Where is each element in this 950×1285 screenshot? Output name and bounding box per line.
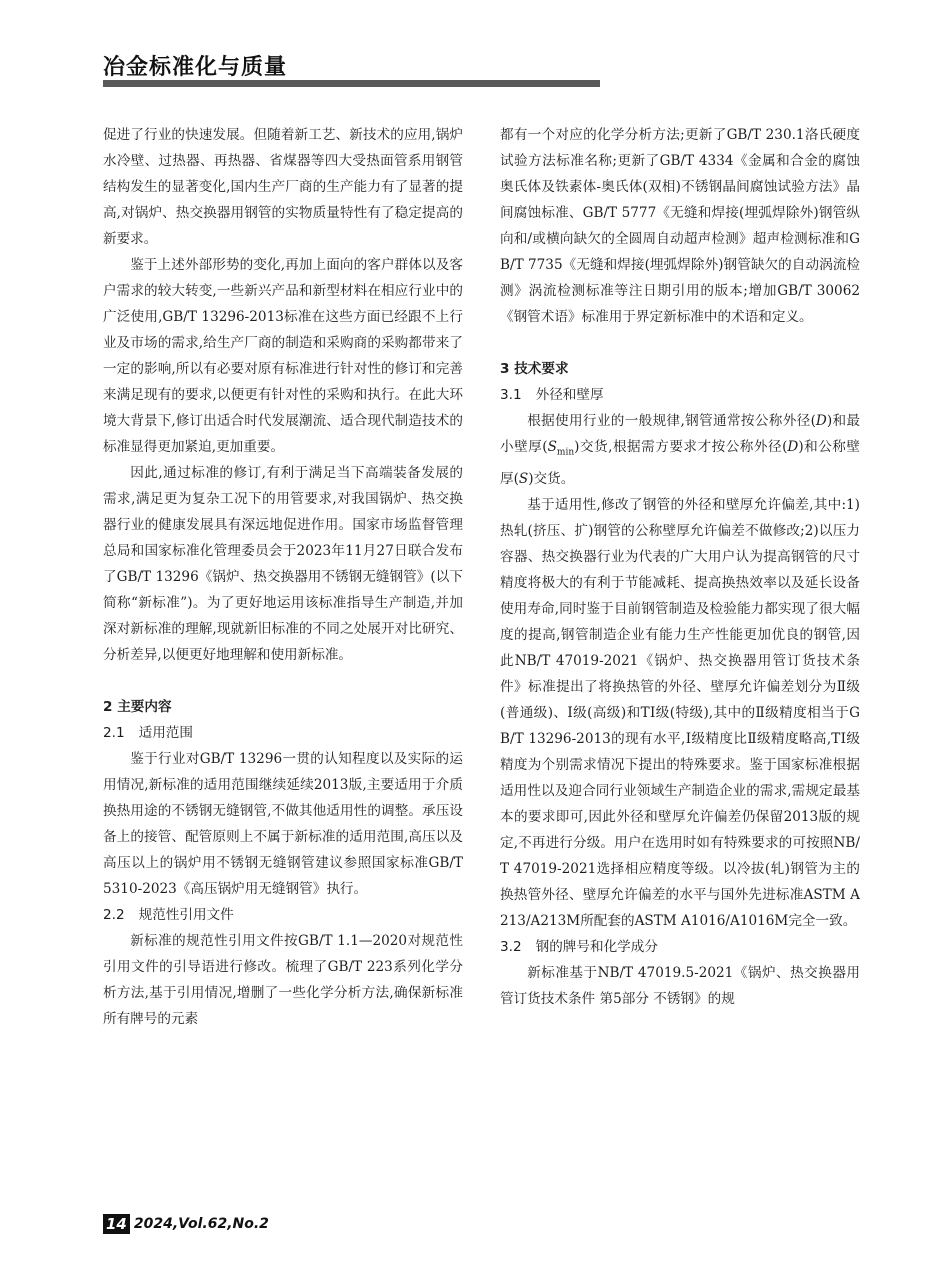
subscript-min: min (556, 447, 575, 458)
var-S-2: S (518, 470, 529, 487)
header-rule (103, 80, 600, 87)
p2-text-e: )交货。 (528, 470, 575, 487)
right-paragraph-1: 都有一个对应的化学分析方法;更新了GB/T 230.1洛氏硬度试验方法标准名称;更新了GB/T 4334《金属和合金的腐蚀 奥氏体及铁素体-奥氏体(双相)不锈钢晶间腐蚀试验方法》晶间腐蚀标准、GB/T 5777《无缝和焊接(埋弧焊除外)钢管纵向和/或横向缺欠的全圆周自动超声检测》超声检测标准和GB/T 7735《无缝和焊接(埋弧焊除外)钢管缺欠的自动涡流检测》涡流检测标准等注日期引用的版本;增加GB/T 30062《钢管术语》标准用于界定新标准中的术语和定义。 (500, 127, 860, 325)
p2-text-b: )和最小壁厚( (500, 413, 860, 455)
page-number: 14 (103, 1214, 130, 1234)
section-3-heading: 3 技术要求 (500, 361, 569, 377)
var-S-min: S (547, 439, 557, 455)
subsection-2-2-title: 规范性引用文件 (138, 907, 234, 923)
left-paragraph-2: 鉴于上述外部形势的变化,再加上面向的客户群体以及客户需求的较大转变,一些新兴产品和新型材料在相应行业中的广泛使用,GB/T 13296-2013标准在这些方面已经跟不上行业及市场的需求,给生产厂商的制造和采购商的采购都带来了一定的影响,所以有必要对原有标准进行针对性的修订和完善来满足现有的要求,以便更有针对性的采购和执行。在此大环境大背景下,修订出适合时代发展潮流、适合现代制造技术的标准显得更加紧迫,更加重要。 (103, 257, 463, 455)
journal-title: 冶金标准化与质量 (103, 55, 288, 80)
subsection-2-2-number: 2.2 (103, 907, 125, 923)
p2-text-c: )交货,根据需方要求才按公称外径( (574, 439, 788, 455)
issue-info: 2024,Vol.62,No.2 (133, 1216, 269, 1232)
left-column (103, 122, 463, 1032)
right-paragraph-4: 新标准基于NB/T 47019.5-2021《锅炉、热交换器用管订货技术条件 第5部分 不锈钢》的规 (500, 964, 860, 1007)
subsection-2-2-heading (103, 902, 463, 928)
page-footer (103, 1214, 269, 1234)
p2-text-a: 根据使用行业的一般规律,钢管通常按公称外径( (527, 413, 816, 429)
subsection-3-2-heading (500, 934, 860, 960)
left-paragraph-4: 鉴于行业对GB/T 13296一贯的认知程度以及实际的运用情况,新标准的适用范围继续延续2013版,主要适用于介质换热用途的不锈钢无缝钢管,不做其他适用性的调整。承压设备上的接管、配管原则上不属于新标准的适用范围,高压以及高压以上的锅炉用不锈钢无缝钢管建议参照国家标准GB/T 5310-2023《高压锅炉用无缝钢管》执行。 (103, 751, 463, 897)
subsection-2-1-heading (103, 720, 463, 746)
p2-text-d: )和公称壁厚( (500, 439, 860, 487)
subsection-3-1-heading (500, 382, 860, 408)
left-paragraph-5: 新标准的规范性引用文件按GB/T 1.1—2020对规范性引用文件的引导语进行修改。梳理了GB/T 223系列化学分析方法,基于引用情况,增删了一些化学分析方法,确保新标准所有牌号的元素 (103, 933, 463, 1027)
subsection-2-1-number: 2.1 (103, 725, 125, 741)
section-2-heading: 2 主要内容 (103, 699, 172, 715)
left-paragraph-3: 因此,通过标准的修订,有利于满足当下高端装备发展的需求,满足更为复杂工况下的用管要求,对我国锅炉、热交换器行业的健康发展具有深远地促进作用。国家市场监督管理总局和国家标准化管理委员会于2023年11月27日联合发布了GB/T 13296《锅炉、热交换器用不锈钢无缝钢管》(以下简称“新标准”)。为了更好地运用该标准指导生产制造,并加深对新标准的理解,现就新旧标准的不同之处展开对比研究、分析差异,以便更好地理解和使用新标准。 (103, 465, 463, 663)
subsection-2-1-title: 适用范围 (138, 725, 193, 741)
right-column (500, 122, 860, 1012)
var-D-2: D (787, 439, 799, 455)
subsection-3-1-title: 外径和壁厚 (535, 387, 604, 403)
var-D: D (815, 413, 827, 429)
subsection-3-1-number: 3.1 (500, 387, 522, 403)
right-paragraph-3: 基于适用性,修改了钢管的外径和壁厚允许偏差,其中:1)热轧(挤压、扩)钢管的公称壁厚允许偏差不做修改;2)以压力容器、热交换器行业为代表的广大用户认为提高钢管的尺寸精度将极大的有利于节能减耗、提高换热效率以及延长设备使用寿命,同时鉴于目前钢管制造及检验能力都实现了很大幅度的提高,钢管制造企业有能力生产性能更加优良的钢管,因此NB/T 47019-2021《锅炉、热交换器用管订货技术条件》标准提出了将换热管的外径、壁厚允许偏差划分为Ⅱ级(普通级)、Ⅰ级(高级)和TⅠ级(特级),其中的Ⅱ级精度相当于GB/T 13296-2013的现有水平,Ⅰ级精度比Ⅱ级精度略高,TⅠ级精度为个别需求情况下提出的特殊要求。鉴于国家标准根据适用性以及迎合同行业领域生产制造企业的需求,需规定最基本的要求即可,因此外径和壁厚允许偏差仍保留2013版的规定,不再进行分级。用户在选用时如有特殊要求的可按照NB/T 47019-2021选择相应精度等级。以冷拔(轧)钢管为主的换热管外径、壁厚允许偏差的水平与国外先进标准ASTM A213/A213M所配套的ASTM A1016/A1016M完全一致。 (500, 496, 860, 929)
subsection-3-2-number: 3.2 (500, 938, 522, 955)
subsection-3-2-title: 钢的牌号和化学成分 (535, 938, 658, 955)
left-paragraph-1: 促进了行业的快速发展。但随着新工艺、新技术的应用,锅炉水冷壁、过热器、再热器、省煤器等四大受热面管系用钢管结构发生的显著变化,国内生产厂商的生产能力有了显著的提高,对锅炉、热交换器用钢管的实物质量特性有了稳定提高的新要求。 (103, 127, 463, 247)
right-paragraph-2 (500, 408, 860, 492)
